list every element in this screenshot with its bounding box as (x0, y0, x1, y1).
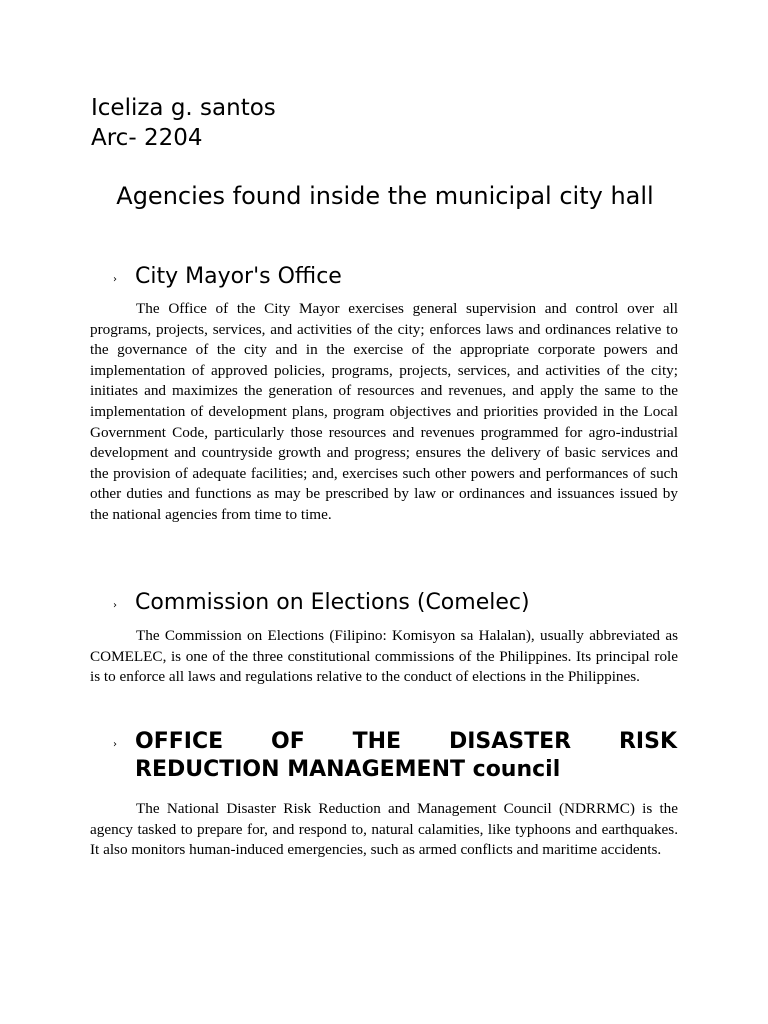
bullet-icon: › (113, 600, 117, 611)
bullet-icon: › (113, 739, 117, 750)
section-heading-comelec: Commission on Elections (Comelec) (135, 590, 530, 615)
bullet-icon: › (113, 274, 117, 285)
section-heading-mayor: City Mayor's Office (135, 264, 342, 289)
section-heading-ndrrmc (135, 728, 677, 784)
page-title: Agencies found inside the municipal city hall (116, 182, 654, 210)
author-name: Iceliza g. santos (91, 95, 276, 121)
section-body-comelec: The Commission on Elections (Filipino: Komisyon sa Halalan), usually abbreviated as COMELEC, is one of the three constitutional commissions of the Philippines. Its principal role is to enforce all laws and regulations relative to the conduct of elections in the Philippines. (90, 627, 678, 686)
course-code: Arc- 2204 (91, 125, 203, 151)
section-body-ndrrmc: The National Disaster Risk Reduction and Management Council (NDRRMC) is the agency tasked to prepare for, and respond to, natural calamities, like typhoons and earthquakes. It also monitors human-induced emergencies, such as armed conflicts and maritime accidents. (90, 800, 678, 859)
section-heading-ndrrmc-line2: REDUCTION MANAGEMENT council (135, 757, 561, 782)
section-body-mayor: The Office of the City Mayor exercises general supervision and control over all programs, projects, services, and activities of the city; enforces laws and ordinances relative to the governance of the city and in the exercise of the appropriate corporate powers and implementation of approved policies, programs, projects, services, and activities of the city; initiates and maximizes the generation of resources and revenues, and apply the same to the implementation of development plans, program objectives and priorities provided in the Local Government Code, particularly those resources and revenues programmed for agro-industrial development and countryside growth and progress; ensures the delivery of basic services and the provision of adequate facilities; and, exercises such other powers and performances of such other duties and functions as may be prescribed by law or ordinances and issuances issued by the national agencies from time to time. (90, 300, 678, 523)
section-heading-ndrrmc-line1: OFFICE OF THE DISASTER RISK (135, 729, 677, 754)
